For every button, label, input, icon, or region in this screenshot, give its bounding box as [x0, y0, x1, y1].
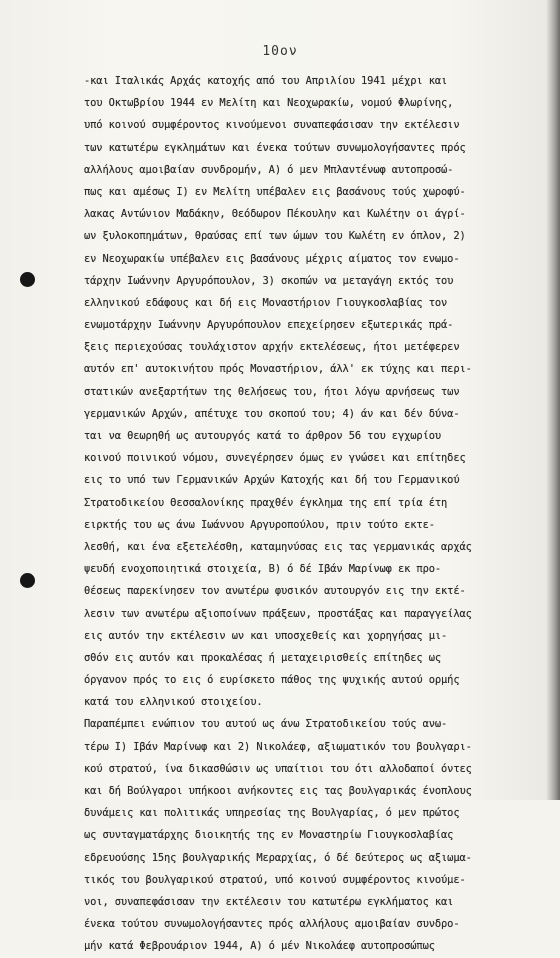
text-line: κοινού ποινικού νόμου, συνεγέρησεν όμως εν γνώσει και επίτηδες — [84, 452, 466, 465]
text-line: τάρχην Ιωάννην Αργυρόπουλον, 3) σκοπών να μεταγάγη εκτός του — [84, 274, 454, 287]
text-line: -και Ιταλικάς Αρχάς κατοχής από του Απριλίου 1941 μέχρι και — [84, 75, 448, 87]
text-line: μήν κατά Φεβρουάριον 1944, Α) ό μέν Νικολάεφ αυτοπροσώπως — [84, 940, 435, 953]
text-line: τέρω Ι) Ιβάν Μαρίνωφ και 2) Νικολάεφ, αξιωματικόν του βουλγαρι- — [84, 740, 472, 753]
text-line: Παραπέμπει ενώπιον του αυτού ως άνω Στρατοδικείου τούς ανω- — [84, 718, 448, 731]
page-number: 10ον — [262, 44, 298, 59]
text-line: λεσθή, και ένα εξετελέσθη, καταμηνύσας εις τας γερμανικάς αρχάς — [84, 540, 472, 553]
text-line: όργανον πρός το εις ό ευρίσκετο πάθος της ψυχικής αυτού ορμής — [84, 674, 460, 687]
text-line: τικός του βουλγαρικού στρατού, υπό κοινού συμφέροντος κινούμε- — [84, 873, 466, 886]
text-line: εν Νεοχωρακίω υπέβαλεν εις βασάνους μέχρις αίματος τον ενωμο- — [84, 252, 460, 265]
text-line: αλλήλους αμοιβαίαν συνδρομήν, Α) ό μεν Μπλαντένωφ αυτοπροσώ- — [84, 163, 454, 176]
text-line: ται να θεωρηθή ως αυτουργός κατά το άρθρον 56 του εγχωρίου — [84, 430, 442, 442]
text-line: ενωμοτάρχην Ιωάννην Αργυρόπουλον επεχείρησεν εξωτερικάς πρά- — [84, 319, 454, 332]
punch-hole — [20, 573, 35, 588]
text-line: νοι, συναπεφάσισαν την εκτέλεσιν του κατωτέρω εγκλήματος και — [84, 895, 454, 908]
text-line: ως συνταγματάρχης διοικητής της εν Μοναστηρίω Γιουγκοσλαβίας — [84, 829, 454, 842]
text-line: κατά του ελληνικού στοιχείου. — [84, 696, 263, 709]
text-line: ξεις περιεχούσας τουλάχιστον αρχήν εκτελέσεως, ήτοι μετέφερεν — [84, 341, 460, 354]
text-line: ειρκτής του ως άνω Ιωάννου Αργυροπούλου, πριν τούτο εκτε- — [84, 518, 435, 531]
text-line: των κατωτέρω εγκλημάτων και ένεκα τούτων συνωμολογήσαντες πρός — [84, 141, 466, 154]
text-line: εις το υπό των Γερμανικών Αρχών Κατοχής και δή του Γερμανικού — [84, 474, 460, 487]
text-line: στατικών ανεξαρτήτων της θελήσεως του, ήτοι λόγω αρνήσεως των — [84, 385, 460, 398]
text-line: λακας Αντώνιον Μαδάκην, Θεόδωρον Πέκουλην και Κωλέτην οι άγρί- — [84, 208, 466, 221]
text-line: πως και αμέσως Ι) εν Μελίτη υπέβαλεν εις βασάνους τούς χωροφύ- — [84, 185, 466, 198]
text-line: σθόν εις αυτόν και προκαλέσας ή μεταχειρισθείς επίτηδες ως — [84, 651, 442, 664]
text-line: γερμανικών Αρχών, απέτυχε του σκοπού του; 4) άν και δέν δύνα- — [84, 407, 460, 420]
punch-hole — [20, 272, 35, 287]
text-line: θέσεως παρεκίνησεν τον ανωτέρω φυσικόν αυτουργόν εις την εκτέ- — [84, 585, 466, 598]
text-line: υπό κοινού συμφέροντος κινούμενοι συναπεφάσισαν την εκτέλεσιν — [84, 119, 460, 132]
text-line: και δή Βούλγαροι υπήκοοι ανήκοντες εις τας βουλγαρικάς ένοπλους — [84, 785, 472, 797]
text-line: του Οκτωβρίου 1944 εν Μελίτη και Νεοχωρακίω, νομού Φλωρίνης, — [84, 97, 454, 110]
text-line: ένεκα τούτου συνωμολογήσαντες πρός αλλήλους αμοιβαίαν συνδρο- — [84, 918, 460, 931]
text-line: ων ξυλοκοπημάτων, θραύσας επί των ώμων του Κωλέτη εν όπλον, 2) — [84, 230, 466, 243]
text-line: Στρατοδικείου Θεσσαλονίκης πραχθέν έγκλημα της επί τρία έτη — [84, 496, 448, 509]
text-line: εις αυτόν την εκτέλεσιν ων και υποσχεθείς και χορηγήσας μι- — [84, 629, 448, 642]
text-line: λεσιν των ανωτέρω αξιοποίνων πράξεων, προστάξας και παραγγείλας — [84, 607, 472, 620]
text-line: κού στρατού, ίνα δικασθώσιν ως υπαίτιοι του ότι αλλοδαποί όντες — [84, 762, 472, 775]
text-line: ψευδή ενοχοποιητικά στοιχεία, Β) ό δέ Ιβάν Μαρίνωφ εκ προ- — [84, 563, 442, 576]
body-text — [84, 70, 554, 958]
text-line: αυτόν επ' αυτοκινήτου πρός Μοναστήριον, άλλ' εκ τύχης και περι- — [84, 363, 472, 376]
text-line: ελληνικού εδάφους και δή εις Μοναστήριον Γιουγκοσλαβίας τον — [84, 296, 448, 309]
text-line: δυνάμεις και πολιτικάς υπηρεσίας της Βουλγαρίας, ό μεν πρώτος — [84, 807, 460, 820]
text-line: εδρευούσης 15ης βουλγαρικής Μεραρχίας, ό δέ δεύτερος ως αξιωμα- — [84, 851, 472, 864]
